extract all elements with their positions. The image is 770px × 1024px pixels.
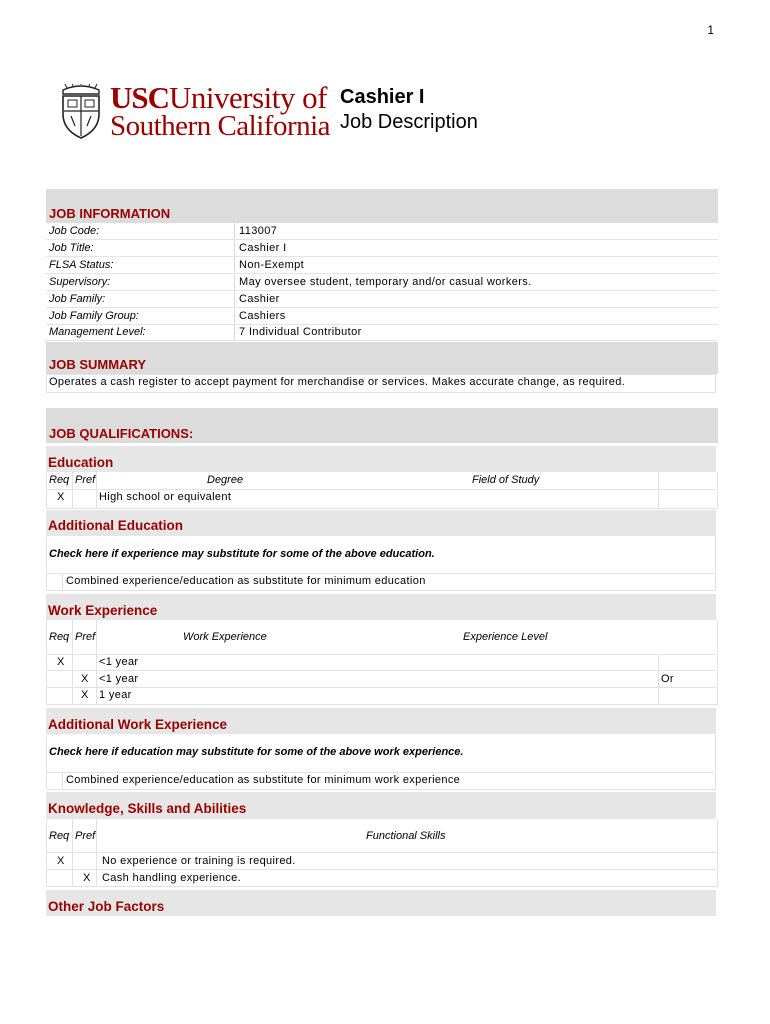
work-row2-pref: X bbox=[81, 673, 89, 685]
info-label: Job Family: bbox=[49, 293, 106, 305]
ksa-col-skills: Functional Skills bbox=[366, 830, 446, 842]
divider bbox=[46, 573, 714, 574]
document-subtitle: Job Description bbox=[340, 111, 478, 133]
education-col-pref: Pref bbox=[75, 474, 96, 486]
logo-university: University of bbox=[169, 80, 327, 115]
substitute-checkbox[interactable] bbox=[62, 573, 63, 590]
work-row1-experience: <1 year bbox=[99, 656, 139, 668]
work-row1-req: X bbox=[57, 656, 65, 668]
info-label: Management Level: bbox=[49, 326, 146, 338]
work-col-experience: Work Experience bbox=[183, 631, 267, 643]
education-band bbox=[46, 446, 716, 472]
divider bbox=[46, 489, 716, 490]
job-qualifications-heading: JOB QUALIFICATIONS: bbox=[49, 426, 194, 441]
divider bbox=[96, 620, 97, 704]
divider bbox=[46, 654, 716, 655]
info-row-management-level bbox=[46, 324, 718, 341]
job-summary-heading: JOB SUMMARY bbox=[49, 357, 147, 372]
info-row-supervisory bbox=[46, 274, 718, 291]
info-value: 7 Individual Contributor bbox=[239, 326, 362, 338]
info-label: Job Family Group: bbox=[49, 310, 139, 322]
info-row-flsa-status bbox=[46, 257, 718, 274]
divider bbox=[46, 687, 716, 688]
divider bbox=[658, 472, 659, 508]
ksa-heading: Knowledge, Skills and Abilities bbox=[48, 801, 247, 816]
divider bbox=[46, 772, 714, 773]
education-col-degree: Degree bbox=[207, 474, 244, 486]
work-row2-experience: <1 year bbox=[99, 673, 139, 685]
education-req-mark: X bbox=[57, 491, 65, 503]
additional-education-substitute-text: Combined experience/education as substitute for minimum education bbox=[66, 575, 426, 587]
logo-line2: Southern California bbox=[110, 110, 331, 142]
info-label: Supervisory: bbox=[49, 276, 111, 288]
info-value: Cashiers bbox=[239, 310, 286, 322]
additional-work-experience-check-text: Check here if education may substitute for some of the above work experience. bbox=[49, 746, 464, 758]
info-label: FLSA Status: bbox=[49, 259, 114, 271]
info-label: Job Code: bbox=[49, 225, 100, 237]
info-value: 113007 bbox=[239, 225, 278, 237]
work-experience-table bbox=[46, 620, 718, 705]
work-col-req: Req bbox=[49, 631, 70, 643]
work-row3-experience: 1 year bbox=[99, 689, 132, 701]
ksa-row1-req: X bbox=[57, 855, 65, 867]
divider bbox=[72, 620, 73, 704]
info-row-job-family bbox=[46, 291, 718, 308]
additional-work-experience-heading: Additional Work Experience bbox=[48, 717, 228, 732]
substitute-checkbox[interactable] bbox=[62, 772, 63, 789]
job-summary-band bbox=[46, 342, 718, 374]
work-row2-level: Or bbox=[661, 673, 674, 685]
work-experience-heading: Work Experience bbox=[48, 603, 158, 618]
page-number: 1 bbox=[707, 23, 714, 37]
education-heading: Education bbox=[48, 455, 114, 470]
divider bbox=[46, 670, 716, 671]
ksa-col-req: Req bbox=[49, 830, 70, 842]
ksa-row2-pref: X bbox=[83, 872, 91, 884]
info-value: Cashier bbox=[239, 293, 280, 305]
ksa-row2-skill: Cash handling experience. bbox=[102, 872, 242, 884]
info-value: Non-Exempt bbox=[239, 259, 305, 271]
info-label: Job Title: bbox=[49, 242, 94, 254]
document-title: Cashier I bbox=[340, 86, 425, 108]
work-col-pref: Pref bbox=[75, 631, 96, 643]
divider bbox=[72, 819, 73, 886]
additional-education-heading: Additional Education bbox=[48, 518, 183, 533]
info-value: May oversee student, temporary and/or casual workers. bbox=[239, 276, 532, 288]
education-col-req: Req bbox=[49, 474, 70, 486]
ksa-row1-skill: No experience or training is required. bbox=[102, 855, 296, 867]
education-degree-value: High school or equivalent bbox=[99, 491, 232, 503]
usc-seal-icon bbox=[59, 84, 103, 140]
divider bbox=[96, 819, 97, 886]
info-row-job-family-group bbox=[46, 308, 718, 325]
education-col-field: Field of Study bbox=[472, 474, 540, 486]
other-job-factors-heading: Other Job Factors bbox=[48, 899, 165, 914]
info-row-job-code bbox=[46, 223, 718, 240]
additional-education-check-text: Check here if experience may substitute for some of the above education. bbox=[49, 548, 435, 560]
divider bbox=[46, 869, 716, 870]
info-value: Cashier I bbox=[239, 242, 287, 254]
job-summary-text: Operates a cash register to accept payment for merchandise or services. Makes accurate change, as required. bbox=[49, 376, 626, 388]
logo-abbr: USC bbox=[110, 80, 170, 115]
additional-work-experience-substitute-text: Combined experience/education as substitute for minimum work experience bbox=[66, 774, 461, 786]
divider bbox=[72, 472, 73, 508]
divider bbox=[658, 654, 659, 704]
work-col-level: Experience Level bbox=[463, 631, 548, 643]
job-information-heading: JOB INFORMATION bbox=[49, 206, 171, 221]
work-row3-pref: X bbox=[81, 689, 89, 701]
ksa-col-pref: Pref bbox=[75, 830, 96, 842]
info-row-job-title bbox=[46, 240, 718, 257]
divider bbox=[46, 852, 716, 853]
divider bbox=[96, 472, 97, 508]
